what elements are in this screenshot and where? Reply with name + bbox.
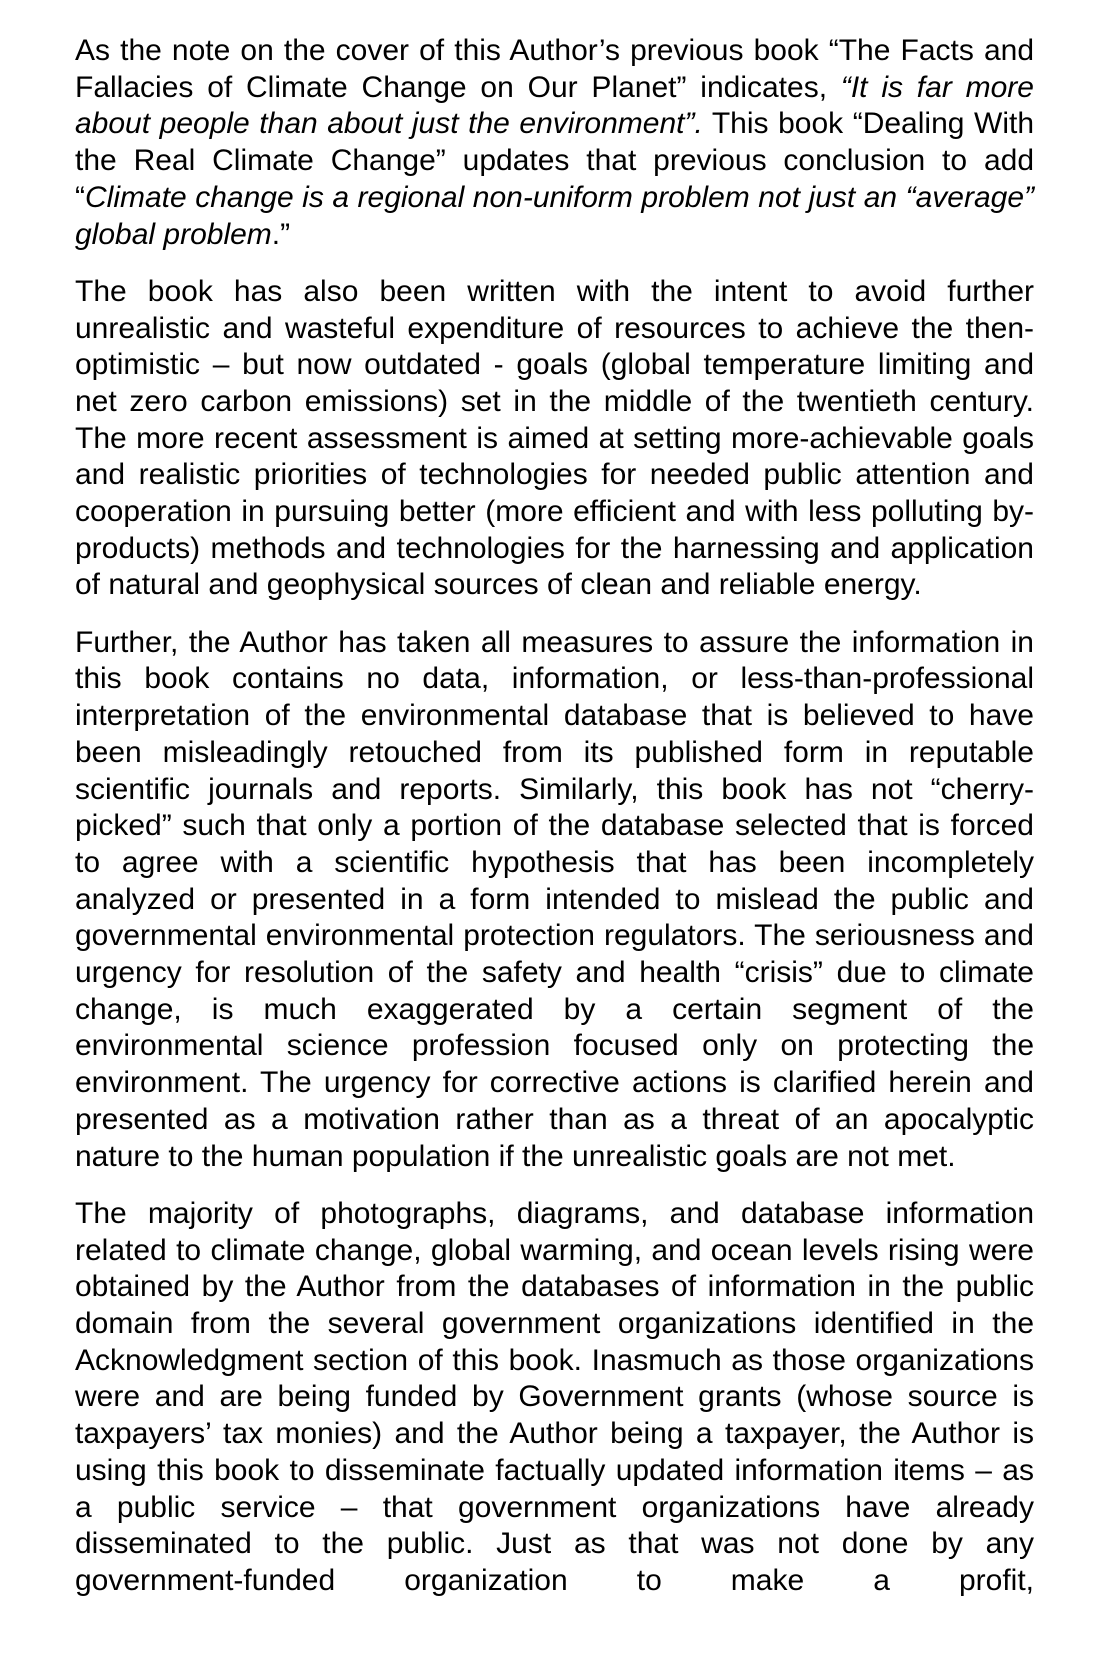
text-run: The book has also been written with the intent to avoid further unrealistic and wasteful expenditure of resources to achieve the then-optimistic – but now outdated - goals (global temperature limiting and net zero carbon emissions) set in the middle of the twentieth century. The more recent assessment is aimed at setting more-achievable goals and realistic priorities of technologies for needed public attention and cooperation in pursuing better (more efficient and with less polluting by-products) methods and technologies for the harnessing and application of natural and geophysical sources of clean and reliable energy. (75, 274, 1034, 602)
text-run: .” (271, 217, 291, 251)
text-run: As the note on the cover of this Author’s previous book “The Facts and Fallacies of Climate Change on Our Planet” indicates, (75, 34, 1034, 104)
paragraph-data-sources (75, 1196, 1034, 1600)
text-run: Further, the Author has taken all measures to assure the information in this book contains no data, information, or less-than-professional interpretation of the environmental database that is believed to have been misleadingly retouched from its published form in reputable scientific journals and reports. Similarly, this book has not “cherry-picked” such that only a portion of the database selected that is forced to agree with a scientific hypothesis that has been incompletely analyzed or presented in a form intended to mislead the public and governmental environmental protection regulators. The seriousness and urgency for resolution of the safety and health “crisis” due to climate change, is much exaggerated by a certain segment of the environmental science profession focused only on protecting the environment. The urgency for corrective actions is clarified herein and presented as a motivation rather than as a threat of an apocalyptic nature to the human population if the unrealistic goals are not met. (75, 625, 1034, 1173)
paragraph-intro-note (75, 33, 1034, 253)
italic-quote-previous-book: “It is far more about people than about just the environment”. (75, 70, 1034, 141)
paragraph-author-measures (75, 625, 1034, 1176)
document-page (75, 33, 1034, 1620)
italic-quote-regional-problem: Climate change is a regional non-uniform problem not just an “average” global problem (75, 180, 1034, 251)
text-run: The majority of photographs, diagrams, and database information related to climate change, global warming, and ocean levels rising were obtained by the Author from the databases of information in the public domain from the several government organizations identified in the Acknowledgment section of this book. Inasmuch as those organizations were and are being funded by Government grants (whose source is taxpayers’ tax monies) and the Author being a taxpayer, the Author is using this book to disseminate factually updated information items – as a public service – that government organizations have already disseminated to the public. Just as that was not done by any government-funded organization to make a profit, (75, 1196, 1034, 1597)
paragraph-book-intent (75, 274, 1034, 604)
text-run: This book “Dealing With the Real Climate Change” updates that previous conclusion to add “ (75, 107, 1035, 214)
